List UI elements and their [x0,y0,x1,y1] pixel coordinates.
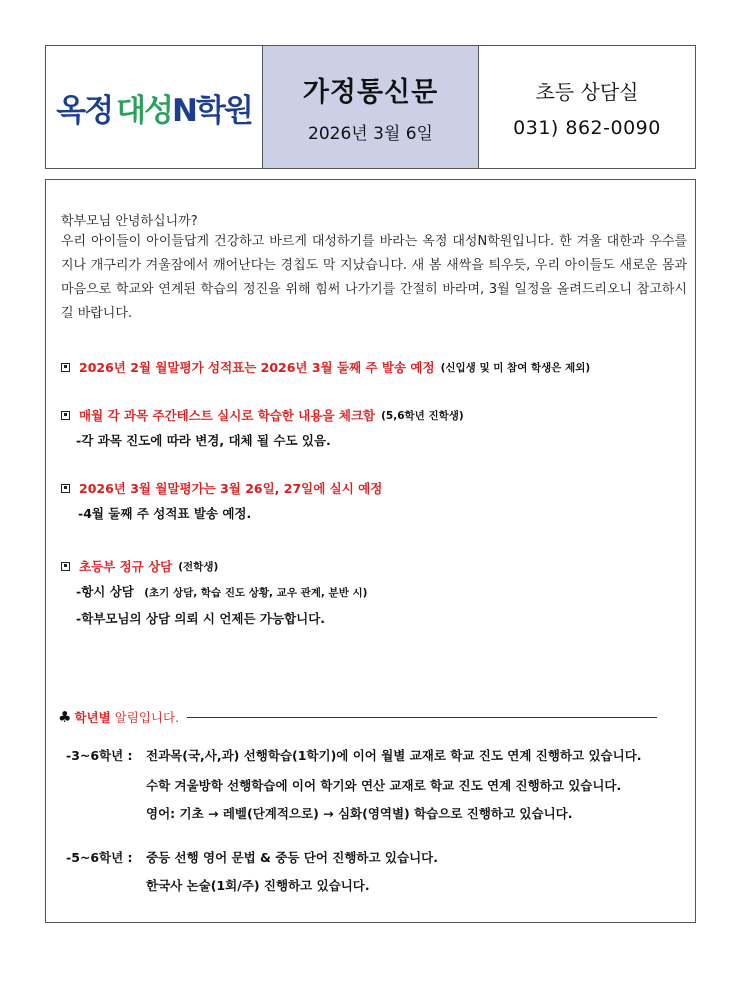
grade-group-label: -3~6학년 : [66,748,133,763]
grade-section-title-suffix: 알림입니다. [114,710,180,725]
notice-note: (5,6학년 진학생) [381,409,464,422]
notice-subline: -각 과목 진도에 따라 변경, 대체 될 수도 있음. [76,433,331,448]
notice-subline: -학부모님의 상담 의뢰 시 언제든 가능합니다. [76,611,326,626]
logo-cell [46,46,263,168]
contact-cell [479,46,695,168]
logo-part-n: N [171,92,196,129]
square-bullet-icon [61,411,70,420]
square-bullet-icon [61,484,70,493]
square-bullet-icon [61,363,70,372]
notice-text: 매월 각 과목 주간테스트 실시로 학습한 내용을 체크함 [79,408,376,423]
intro-paragraph: 우리 아이들이 아이들답게 건강하고 바르게 대성하기를 바라는 옥정 대성N학원입니다. 한 겨울 대한과 우수를 지나 개구리가 겨울잠에서 깨어난다는 경칩도 막 지났습니다. 새 봄 새싹을 틔우듯, 우리 아이들도 새로운 몸과 마음으로 학교와 연계된 학습의 정진을 위해 힘써 나가기를 간절히 바라며, 3월 일정을 올려드리오니 참고하시길 바랍니다. [61,234,687,321]
contact-office: 초등 상담실 [535,79,639,104]
notice-text: 초등부 정규 상담 [79,559,173,574]
notice-subline: -4월 둘째 주 성적표 발송 예정. [78,506,252,521]
logo-part-hakwon: 학원 [195,92,252,129]
contact-phone: 031) 862-0090 [513,116,661,139]
square-bullet-icon [61,562,70,571]
notice-note: (신입생 및 미 참여 학생은 제외) [440,361,591,374]
grade-group-line: 한국사 논술(1회/주) 진행하고 있습니다. [146,878,370,893]
notice-subline-note: (초기 상담, 학습 진도 상황, 교우 관계, 분반 시) [144,587,368,599]
notice-text: 2026년 2월 월말평가 성적표는 2026년 3월 둘째 주 발송 예정 [79,360,435,375]
divider-line [187,717,657,718]
grade-group-label: -5~6학년 : [66,850,133,865]
grade-group-line: 수학 겨울방학 선행학습에 이어 학기와 연산 교재로 학교 진도 연계 진행하고 있습니다. [146,778,622,793]
title-cell [263,46,479,168]
notice-item [61,358,590,376]
grade-section-header [58,708,657,726]
newsletter-date: 2026년 3월 6일 [308,124,433,144]
notice-subline [76,582,367,600]
notice-item [61,557,218,575]
grade-group-line: 영어: 기초 → 레벨(단계적으로) → 심화(영역별) 학습으로 진행하고 있습니다. [146,806,573,821]
grade-section-title: 학년별 [74,710,111,725]
notice-item [61,479,382,497]
notice-note: (전학생) [178,560,219,573]
notice-subline-text: -항시 상담 [76,584,134,599]
letter-header [45,45,696,169]
logo-part-daesung: 대성 [116,92,172,129]
grade-group-line: 중등 선행 영어 문법 & 중등 단어 진행하고 있습니다. [146,850,438,865]
greeting: 학부모님 안녕하십니까? [61,214,198,229]
club-suit-icon: ♣ [58,708,72,726]
notice-text: 2026년 3월 월말평가는 3월 26일, 27일에 실시 예정 [79,481,383,496]
letter-body [45,179,696,923]
notice-item [61,406,464,424]
academy-logo [56,85,252,130]
grade-group-line: 전과목(국,사,과) 선행학습(1학기)에 이어 월별 교재로 학교 진도 연계 진행하고 있습니다. [146,748,642,763]
logo-part-okjeong: 옥정 [56,92,113,129]
newsletter-title: 가정통신문 [302,77,439,108]
